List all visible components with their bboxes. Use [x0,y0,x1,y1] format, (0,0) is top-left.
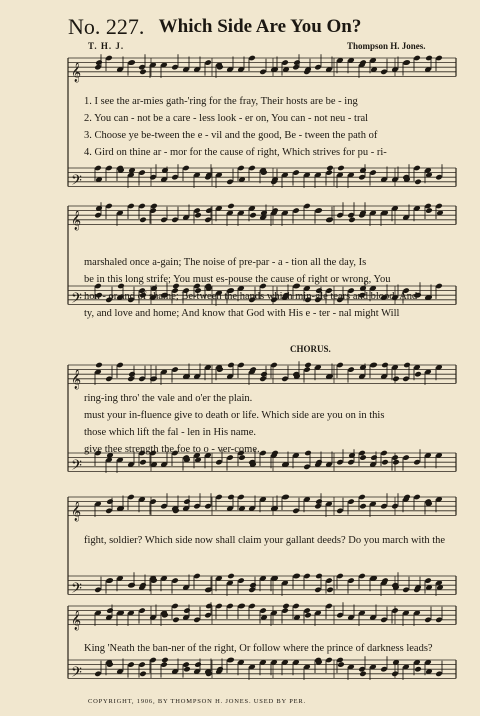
clef-icon: 𝄢 [71,457,82,478]
clef-icon: 𝄞 [71,62,82,83]
words-credit: T. H. J. [88,41,125,51]
note-head [227,203,235,210]
note-head [128,59,136,66]
note-head [392,459,400,466]
note-head [194,661,202,668]
verse-4-line-1: 4. Gird on thine ar - mor for the cause of right, Which strives for pu - ri- [84,147,387,158]
note-head [315,573,323,580]
note-head [414,371,422,378]
note-head [337,165,345,172]
clef-icon: 𝄞 [71,610,82,631]
note-head [282,603,290,610]
verse-1-line-1: 1. I see the ar-mies gath-'ring for the fray, Their hosts are be - ing [84,96,358,107]
note-head [337,661,345,668]
note-head [293,573,301,580]
note-head [172,617,180,624]
clef-icon: 𝄞 [71,369,82,390]
verse-1-line-2: marshaled once a-gain; The noise of pre-par - a - tion all the day, Is [84,257,367,268]
note-head [106,607,114,614]
verse-1-line-3: ring-ing thro' the vale and o'er the plain. [84,393,253,404]
clef-icon: 𝄢 [71,664,82,685]
clef-icon: 𝄢 [71,172,82,193]
clef-icon: 𝄞 [71,501,82,522]
note-head [403,59,411,66]
note-head [227,657,235,664]
note-head [359,671,367,678]
clef-icon: 𝄞 [71,210,82,231]
hymn-number: No. 227. [68,14,145,39]
note-head [238,603,246,610]
music-credit: Thompson H. Jones. [347,41,426,51]
note-head [260,371,268,378]
note-head [249,582,257,589]
verse-2-line-2: be in this long strife; You must es-pouse the cause of right or wrong, You [84,274,391,285]
chorus-line-1: fight, soldier? Which side now shall claim your gallant deeds? Do you march with the [84,535,446,546]
note-head [227,362,235,369]
note-head [414,666,422,673]
note-head [139,459,147,466]
note-head [392,376,400,383]
note-head [304,362,312,369]
note-head [227,494,235,501]
note-head [183,607,191,614]
note-head [326,587,334,594]
note-head [95,59,103,66]
note-head [106,577,114,584]
note-head [128,582,136,589]
chorus-label: CHORUS. [290,344,331,354]
note-head [381,459,389,466]
note-head [194,212,202,219]
note-head [293,59,301,66]
note-head [227,573,235,580]
note-head [106,498,114,505]
note-head [282,494,290,501]
note-head [183,498,191,505]
note-head [414,179,422,186]
hymn-title: Which Side Are You On? [158,16,362,37]
note-head [95,362,103,369]
note-head [370,362,378,369]
note-head [315,498,323,505]
note-head [381,362,389,369]
note-head [161,657,169,664]
note-head [326,165,334,172]
note-head [139,671,147,678]
note-head [326,217,334,224]
chorus-line-2: King 'Neath the ban-ner of the right, Or follow where the prince of darkness leads? [84,643,433,654]
note-head [315,207,323,214]
verse-2-line-3: must your in-fluence give to death or life. Which side are you on in this [84,410,385,421]
verse-2-line-1: 2. You can - not be a care - less look - er on, You can - not neu - tral [84,113,369,124]
note-head [139,217,147,224]
note-head [359,503,367,510]
verse-3-line-2: hon - or and of shame; Be-tween the hands which min-gle tears and blood, And [84,291,418,302]
clef-icon: 𝄢 [71,290,82,311]
copyright-notice: COPYRIGHT, 1906, BY THOMPSON H. JONES. USED BY PER. [88,698,306,705]
note-head [403,362,411,369]
verse-4-line-2: ty, and love and home; And know that God with His e - ter - nal might Will [84,308,400,319]
note-head [128,371,136,378]
clef-icon: 𝄢 [71,580,82,601]
verse-3-line-3: those which lift the fal - len in His name. [84,427,257,438]
note-head [249,212,257,219]
verse-4-line-3: give thee strength the foe to o - ver-come. [84,444,260,455]
note-head [425,207,433,214]
note-head [425,55,433,62]
note-head [304,612,312,619]
note-head [183,666,191,673]
note-head [139,69,147,76]
note-head [348,217,356,224]
verse-3-line-1: 3. Choose ye be-tween the e - vil and the good, Be - tween the path of [84,130,378,141]
